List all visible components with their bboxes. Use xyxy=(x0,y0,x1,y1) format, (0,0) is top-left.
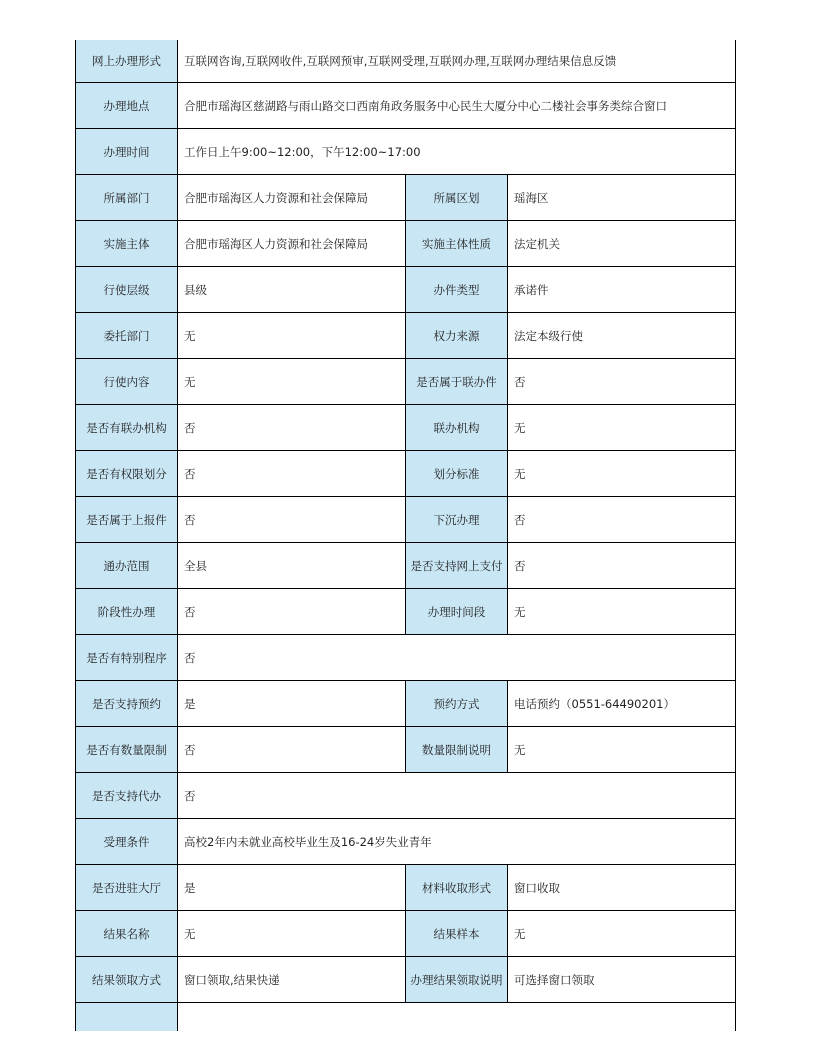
field-label: 结果名称 xyxy=(76,911,178,957)
field-value: 法定本级行使 xyxy=(508,313,736,359)
field-label: 网上办理形式 xyxy=(76,40,178,83)
field-label: 划分标准 xyxy=(406,451,508,497)
table-row xyxy=(76,129,736,175)
field-label: 是否有联办机构 xyxy=(76,405,178,451)
field-label: 是否支持网上支付 xyxy=(406,543,508,589)
field-value: 是 xyxy=(178,681,406,727)
field-value: 无 xyxy=(178,911,406,957)
field-value: 否 xyxy=(508,497,736,543)
field-label: 是否有特别程序 xyxy=(76,635,178,681)
field-label: 材料收取形式 xyxy=(406,865,508,911)
field-value: 窗口领取,结果快递 xyxy=(178,957,406,1003)
field-label: 是否支持代办 xyxy=(76,773,178,819)
field-label: 行使内容 xyxy=(76,359,178,405)
field-value: 否 xyxy=(178,635,736,681)
field-label: 办理时间 xyxy=(76,129,178,175)
table-row xyxy=(76,313,736,359)
field-value: 否 xyxy=(178,497,406,543)
field-value: 无 xyxy=(508,589,736,635)
table-row xyxy=(76,267,736,313)
field-value: 工作日上午9:00~12:00，下午12:00~17:00 xyxy=(178,129,736,175)
table-row xyxy=(76,865,736,911)
field-value: 无 xyxy=(178,359,406,405)
table-row xyxy=(76,175,736,221)
table-row xyxy=(76,681,736,727)
field-label xyxy=(76,1003,178,1032)
service-info-table xyxy=(75,40,736,1031)
field-value: 窗口收取 xyxy=(508,865,736,911)
field-value: 全县 xyxy=(178,543,406,589)
field-value: 互联网咨询,互联网收件,互联网预审,互联网受理,互联网办理,互联网办理结果信息反馈 xyxy=(178,40,736,83)
field-label: 办理时间段 xyxy=(406,589,508,635)
field-value: 可选择窗口领取 xyxy=(508,957,736,1003)
field-label: 通办范围 xyxy=(76,543,178,589)
field-label: 阶段性办理 xyxy=(76,589,178,635)
table-row xyxy=(76,727,736,773)
field-value: 否 xyxy=(178,405,406,451)
field-label: 办理地点 xyxy=(76,83,178,129)
table-row xyxy=(76,911,736,957)
table-row xyxy=(76,83,736,129)
field-label: 结果领取方式 xyxy=(76,957,178,1003)
field-label: 是否属于联办件 xyxy=(406,359,508,405)
field-value: 承诺件 xyxy=(508,267,736,313)
table-row xyxy=(76,543,736,589)
table-row xyxy=(76,589,736,635)
field-label: 权力来源 xyxy=(406,313,508,359)
field-label: 预约方式 xyxy=(406,681,508,727)
field-label: 实施主体 xyxy=(76,221,178,267)
field-value: 是 xyxy=(178,865,406,911)
field-label: 受理条件 xyxy=(76,819,178,865)
field-value: 否 xyxy=(178,451,406,497)
field-value: 瑶海区 xyxy=(508,175,736,221)
field-value: 否 xyxy=(508,359,736,405)
table-row xyxy=(76,957,736,1003)
field-value: 合肥市瑶海区人力资源和社会保障局 xyxy=(178,221,406,267)
table-row xyxy=(76,819,736,865)
field-label: 行使层级 xyxy=(76,267,178,313)
field-label: 所属区划 xyxy=(406,175,508,221)
service-info-sheet xyxy=(75,40,735,1031)
field-label: 联办机构 xyxy=(406,405,508,451)
field-value: 无 xyxy=(508,911,736,957)
table-row xyxy=(76,405,736,451)
field-label: 是否进驻大厅 xyxy=(76,865,178,911)
field-value: 高校2年内未就业高校毕业生及16-24岁失业青年 xyxy=(178,819,736,865)
field-value: 否 xyxy=(508,543,736,589)
field-label: 是否属于上报件 xyxy=(76,497,178,543)
field-value: 县级 xyxy=(178,267,406,313)
field-value: 无 xyxy=(508,727,736,773)
field-value: 无 xyxy=(508,405,736,451)
field-label: 是否支持预约 xyxy=(76,681,178,727)
field-label: 实施主体性质 xyxy=(406,221,508,267)
field-value: 无 xyxy=(508,451,736,497)
field-label: 下沉办理 xyxy=(406,497,508,543)
field-label: 结果样本 xyxy=(406,911,508,957)
field-value: 否 xyxy=(178,727,406,773)
field-value: 电话预约（0551-64490201） xyxy=(508,681,736,727)
table-row xyxy=(76,497,736,543)
field-value: 无 xyxy=(178,313,406,359)
field-label: 是否有数量限制 xyxy=(76,727,178,773)
field-label: 所属部门 xyxy=(76,175,178,221)
field-label: 是否有权限划分 xyxy=(76,451,178,497)
field-value: 否 xyxy=(178,773,736,819)
field-label: 委托部门 xyxy=(76,313,178,359)
field-label: 办件类型 xyxy=(406,267,508,313)
field-value: 法定机关 xyxy=(508,221,736,267)
table-row xyxy=(76,773,736,819)
table-row-continuation xyxy=(76,1003,736,1032)
table-row xyxy=(76,451,736,497)
table-row xyxy=(76,40,736,83)
service-info-table-body xyxy=(76,40,736,1031)
table-row xyxy=(76,359,736,405)
field-label: 数量限制说明 xyxy=(406,727,508,773)
field-label: 办理结果领取说明 xyxy=(406,957,508,1003)
field-value: 合肥市瑶海区慈湖路与雨山路交口西南角政务服务中心民生大厦分中心二楼社会事务类综合窗口 xyxy=(178,83,736,129)
field-value xyxy=(178,1003,736,1032)
table-row xyxy=(76,221,736,267)
field-value: 否 xyxy=(178,589,406,635)
field-value: 合肥市瑶海区人力资源和社会保障局 xyxy=(178,175,406,221)
table-row xyxy=(76,635,736,681)
